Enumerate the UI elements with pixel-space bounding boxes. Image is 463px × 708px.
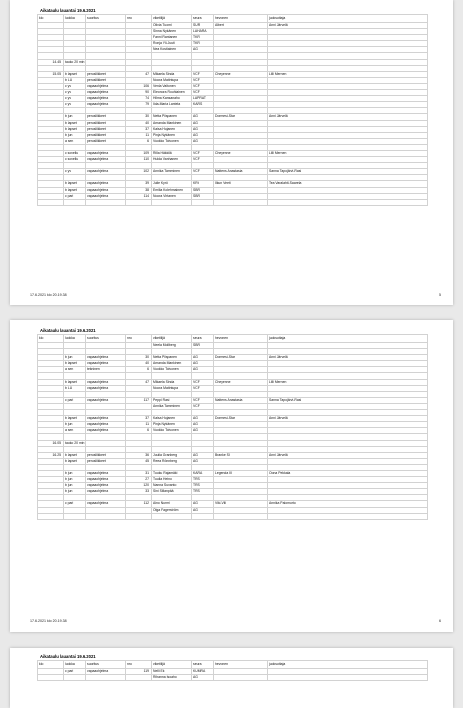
cell-class: b lapset xyxy=(64,458,86,464)
schedule-table xyxy=(37,14,428,206)
cell-class: b lapset xyxy=(64,361,86,367)
cell-vaulter xyxy=(152,513,192,519)
cell-class: b lapset xyxy=(64,379,86,385)
cell-lunger: Oona Pekkala xyxy=(268,470,428,476)
header-row xyxy=(38,661,428,669)
cell-class: b lapset xyxy=(64,181,86,187)
cell-club: AG xyxy=(192,458,214,464)
cell-vaulter: Annika Tamminen xyxy=(152,169,192,175)
cell-vaulter: Noora Matintupa xyxy=(152,385,192,391)
cell-vaulter: Vuokko Toivonen xyxy=(152,138,192,144)
cell-class: c yv xyxy=(64,169,86,175)
cell-class: b lapset xyxy=(64,120,86,126)
cell-club: KRt xyxy=(192,181,214,187)
cell-number xyxy=(126,675,152,681)
header-lunger: juoksuttaja xyxy=(268,15,428,23)
cell-class: b jun xyxy=(64,114,86,120)
header-club: seura xyxy=(192,15,214,23)
header-time: klo xyxy=(38,15,64,23)
cell-club: VCF xyxy=(192,403,214,409)
cell-vaulter: Vuokko Toivonen xyxy=(152,428,192,434)
cell-class: c yv xyxy=(64,102,86,108)
cell-performance: perusliikkeet xyxy=(86,452,126,458)
cell-vaulter: Peppi Rasi xyxy=(152,397,192,403)
header-row xyxy=(38,335,428,343)
cell-vaulter: Sinna Nykänen xyxy=(152,29,192,35)
cell-number: 110 xyxy=(126,157,152,163)
cell-performance: vapaaohjelma xyxy=(86,416,126,422)
cell-club: AG xyxy=(192,138,214,144)
cell-vaulter: Fanni Rantanen xyxy=(152,35,192,41)
cell-club: AG xyxy=(192,675,214,681)
cell-number: 11 xyxy=(126,132,152,138)
cell-performance: vapaaohjelma xyxy=(86,150,126,156)
header-number: nro xyxy=(126,15,152,23)
header-club: seura xyxy=(192,661,214,669)
cell-club: VCF xyxy=(192,169,214,175)
cell-class: b lapset xyxy=(64,452,86,458)
cell-number xyxy=(126,199,152,205)
cell-class: c pari xyxy=(64,669,86,675)
cell-class: b lapset xyxy=(64,71,86,77)
cell-vaulter: Eleonora Rouhiainen xyxy=(152,90,192,96)
cell-club: VCF xyxy=(192,77,214,83)
cell-performance: vapaaohjelma xyxy=(86,379,126,385)
page-title: Aikataulu lauantai 19.6.2021 xyxy=(40,654,96,659)
cell-lunger: Sanna Tapojärvi-Rasi xyxy=(268,169,428,175)
schedule-table xyxy=(37,334,428,520)
cell-class: c pari xyxy=(64,397,86,403)
cell-class: c sovellu xyxy=(64,157,86,163)
cell-performance: perusliikkeet xyxy=(86,77,126,83)
cell-vaulter: Nanna Suvanto xyxy=(152,483,192,489)
cell-club: AG xyxy=(192,416,214,422)
header-number: nro xyxy=(126,661,152,669)
cell-horse: Cheyenne xyxy=(214,379,268,385)
cell-number: 31 xyxy=(126,470,152,476)
cell-class: tauko 20 min xyxy=(65,440,85,445)
cell-number: 27 xyxy=(126,477,152,483)
cell-club: TKR xyxy=(192,35,214,41)
cell-lunger: Anni Järvelä xyxy=(268,452,428,458)
header-performance: suoritus xyxy=(86,15,126,23)
cell-performance xyxy=(86,675,126,681)
cell-time: 16.25 xyxy=(38,452,64,458)
header-horse: hevonen xyxy=(214,335,268,343)
cell-vaulter: Amanda Mankinen xyxy=(152,120,192,126)
cell-number: 117 xyxy=(126,397,152,403)
cell-horse: Dormesi-Star xyxy=(214,114,268,120)
cell-number: 36 xyxy=(126,452,152,458)
cell-horse: Nattens Anastasia xyxy=(214,397,268,403)
page-number: 5 xyxy=(439,293,441,297)
cell-class: c pari xyxy=(64,193,86,199)
cell-number: 120 xyxy=(126,483,152,489)
cell-club xyxy=(192,513,214,519)
cell-vaulter: Kaisa Hujanen xyxy=(152,126,192,132)
cell-lunger: Anni Järvelä xyxy=(268,114,428,120)
cell-number: 114 xyxy=(126,193,152,199)
cell-club: TRS xyxy=(192,489,214,495)
header-performance: suoritus xyxy=(86,335,126,343)
cell-number: 37 xyxy=(126,126,152,132)
cell-club: AG xyxy=(192,47,214,53)
cell-vaulter: Tuuku Rajamäki xyxy=(152,470,192,476)
cell-number: 119 xyxy=(126,669,152,675)
cell-club: TRS xyxy=(192,477,214,483)
schedule-page-7 xyxy=(10,648,453,708)
cell-performance: vapaaohjelma xyxy=(86,90,126,96)
cell-lunger xyxy=(268,513,428,519)
cell-club: VCF xyxy=(192,150,214,156)
schedule-page-5 xyxy=(10,0,453,305)
cell-performance: vapaaohjelma xyxy=(86,669,126,675)
cell-number: 45 xyxy=(126,458,152,464)
cell-class xyxy=(64,199,86,205)
cell-vaulter: Tuulia Heino xyxy=(152,477,192,483)
cell-club: AG xyxy=(192,120,214,126)
cell-performance: vapaaohjelma xyxy=(86,193,126,199)
cell-class: b jun xyxy=(64,477,86,483)
cell-club: KARA xyxy=(192,470,214,476)
cell-time: 14.45 xyxy=(38,59,64,65)
cell-number: 11 xyxy=(126,422,152,428)
cell-class: b jun xyxy=(64,355,86,361)
cell-class: c yv xyxy=(64,83,86,89)
cell-vaulter: Juulia Granberg xyxy=(152,452,192,458)
cell-vaulter: Nea Kostiainen xyxy=(152,47,192,53)
cell-time xyxy=(38,199,64,205)
page-number: 6 xyxy=(439,619,441,623)
cell-performance: vapaaohjelma xyxy=(86,83,126,89)
cell-club xyxy=(192,199,214,205)
cell-vaulter: Neela Mollberg xyxy=(152,343,192,349)
cell-club: TRS xyxy=(192,483,214,489)
cell-class: a sen xyxy=(64,367,86,373)
cell-performance: vapaaohjelma xyxy=(86,96,126,102)
cell-number: 30 xyxy=(126,114,152,120)
header-time: klo xyxy=(38,335,64,343)
cell-vaulter: Noora Matintupa xyxy=(152,77,192,83)
cell-vaulter: Reea Rönnberg xyxy=(152,458,192,464)
cell-time xyxy=(38,513,64,519)
cell-lunger: Sanna Tapojärvi-Rasi xyxy=(268,397,428,403)
cell-horse: Ilkun Veeti xyxy=(214,181,268,187)
cell-vaulter: Nelli Ek xyxy=(152,669,192,675)
cell-club: TKR xyxy=(192,41,214,47)
header-class: luokka xyxy=(64,661,86,669)
cell-performance: perusliikkeet xyxy=(86,458,126,464)
cell-performance: vapaaohjelma xyxy=(86,157,126,163)
cell-performance: vapaaohjelma xyxy=(86,385,126,391)
cell-class: b jun xyxy=(64,483,86,489)
cell-number: 37 xyxy=(126,416,152,422)
header-lunger: juoksuttaja xyxy=(268,335,428,343)
cell-vaulter: Vuokko Toivonen xyxy=(152,367,192,373)
cell-lunger: Anni Järvelä xyxy=(268,355,428,361)
cell-club: AG xyxy=(192,367,214,373)
cell-time: 15.05 xyxy=(38,71,64,77)
cell-vaulter: Noora Virtanen xyxy=(152,193,192,199)
cell-vaulter xyxy=(152,199,192,205)
cell-class: a sen xyxy=(64,428,86,434)
cell-class: b jun xyxy=(64,132,86,138)
cell-club: LAPRAT xyxy=(192,96,214,102)
schedule-table xyxy=(37,660,428,681)
header-lunger: juoksuttaja xyxy=(268,661,428,669)
cell-lunger: Anni Järvelä xyxy=(268,416,428,422)
cell-class: b jun xyxy=(64,422,86,428)
cell-number xyxy=(126,513,152,519)
cell-time xyxy=(38,675,64,681)
cell-horse: Cheyenne xyxy=(214,150,268,156)
cell-class xyxy=(64,675,86,681)
cell-horse xyxy=(214,199,268,205)
cell-club: KUMRA xyxy=(192,669,214,675)
cell-club: VCF xyxy=(192,397,214,403)
cell-club: VCF xyxy=(192,71,214,77)
header-horse: hevonen xyxy=(214,661,268,669)
header-performance: suoritus xyxy=(86,661,126,669)
cell-class: b lapset xyxy=(64,416,86,422)
cell-number: 40 xyxy=(126,120,152,126)
cell-club: AG xyxy=(192,355,214,361)
cell-number: 38 xyxy=(126,187,152,193)
cell-club: KARS xyxy=(192,102,214,108)
cell-performance: vapaaohjelma xyxy=(86,361,126,367)
cell-performance: perusliikkeet xyxy=(86,132,126,138)
cell-lunger: Tea Varalahti-Saarela xyxy=(268,181,428,187)
cell-vaulter: Sini Sillanpää xyxy=(152,489,192,495)
cell-time: 16.05 xyxy=(38,440,64,446)
header-horse: hevonen xyxy=(214,15,268,23)
table-row xyxy=(38,675,428,681)
cell-club: AG xyxy=(192,507,214,513)
cell-vaulter: Iida-Maria Lantela xyxy=(152,102,192,108)
cell-vaulter: Annika Tamminen xyxy=(152,403,192,409)
header-number: nro xyxy=(126,335,152,343)
header-row xyxy=(38,15,428,23)
cell-club: VCF xyxy=(192,90,214,96)
cell-class: a sen xyxy=(64,138,86,144)
header-club: seura xyxy=(192,335,214,343)
cell-number: 47 xyxy=(126,71,152,77)
cell-club: AG xyxy=(192,428,214,434)
cell-performance: vapaaohjelma xyxy=(86,428,126,434)
cell-vaulter: Julie Kyrö xyxy=(152,181,192,187)
cell-class: b lapset xyxy=(64,126,86,132)
cell-performance: perusliikkeet xyxy=(86,114,126,120)
cell-horse: Dormesi-Star xyxy=(214,416,268,422)
cell-horse: Branke SI xyxy=(214,452,268,458)
cell-class xyxy=(64,513,86,519)
cell-club: AG xyxy=(192,501,214,507)
cell-performance: perusliikkeet xyxy=(86,138,126,144)
cell-performance xyxy=(86,199,126,205)
cell-number: 33 xyxy=(126,489,152,495)
cell-club: VCF xyxy=(192,385,214,391)
header-vaulter: viketilijä xyxy=(152,335,192,343)
cell-vaulter: Mikaela Sinda xyxy=(152,71,192,77)
cell-club: SUR xyxy=(192,23,214,29)
cell-class: c pari xyxy=(64,501,86,507)
cell-horse: Albert xyxy=(214,23,268,29)
table-row xyxy=(38,199,428,205)
cell-performance: perusliikkeet xyxy=(86,120,126,126)
cell-vaulter: Aino Nurmi xyxy=(152,501,192,507)
cell-number: 74 xyxy=(126,96,152,102)
cell-vaulter: Emilia Kolehmainen xyxy=(152,187,192,193)
cell-club: LAHARA xyxy=(192,29,214,35)
cell-performance xyxy=(86,513,126,519)
cell-vaulter: Netta Piispanen xyxy=(152,114,192,120)
cell-vaulter: Pinja Nykänen xyxy=(152,132,192,138)
cell-lunger: Anni Järvelä xyxy=(268,23,428,29)
cell-lunger: Lilli Mernen xyxy=(268,150,428,156)
header-time: klo xyxy=(38,661,64,669)
cell-class: c yv xyxy=(64,96,86,102)
cell-horse: Viki-Vili xyxy=(214,501,268,507)
cell-performance: vapaaohjelma xyxy=(86,489,126,495)
cell-performance: vapaaohjelma xyxy=(86,470,126,476)
cell-vaulter: Rilla Häkkilä xyxy=(152,150,192,156)
cell-club: AG xyxy=(192,132,214,138)
cell-vaulter: Pinja Nykänen xyxy=(152,422,192,428)
cell-horse xyxy=(214,513,268,519)
cell-club: SBR xyxy=(192,343,214,349)
cell-vaulter: Hilma Kansanaho xyxy=(152,96,192,102)
header-class: luokka xyxy=(64,15,86,23)
header-class: luokka xyxy=(64,335,86,343)
cell-horse: Cheyenne xyxy=(214,71,268,77)
cell-vaulter: Olivia Tuomi xyxy=(152,23,192,29)
cell-club: SBR xyxy=(192,187,214,193)
cell-horse: Nattens Anastasia xyxy=(214,169,268,175)
cell-lunger: Lilli Mernen xyxy=(268,71,428,77)
cell-lunger: Lilli Mernen xyxy=(268,379,428,385)
cell-performance: vapaaohjelma xyxy=(86,181,126,187)
cell-number: 90 xyxy=(126,90,152,96)
page-title: Aikataulu lauantai 19.6.2021 xyxy=(40,328,96,333)
cell-vaulter: Rihanna Isoaho xyxy=(152,675,192,681)
cell-club: AG xyxy=(192,126,214,132)
table-row xyxy=(38,513,428,519)
cell-performance: tekninen xyxy=(86,367,126,373)
cell-class: tauko 20 min xyxy=(65,59,85,64)
cell-performance: vapaaohjelma xyxy=(86,501,126,507)
cell-class: b lapset xyxy=(64,187,86,193)
cell-performance: vapaaohjelma xyxy=(86,355,126,361)
cell-club: VCF xyxy=(192,157,214,163)
cell-number: 6 xyxy=(126,138,152,144)
cell-class: c sovellu xyxy=(64,150,86,156)
cell-club: AG xyxy=(192,422,214,428)
cell-performance: vapaaohjelma xyxy=(86,483,126,489)
cell-class: b LU xyxy=(64,77,86,83)
cell-class: c yv xyxy=(64,90,86,96)
cell-performance: vapaaohjelma xyxy=(86,422,126,428)
cell-performance: perusliikkeet xyxy=(86,126,126,132)
cell-class: b jun xyxy=(64,489,86,495)
cell-horse xyxy=(214,675,268,681)
header-vaulter: viketilijä xyxy=(152,661,192,669)
print-timestamp: 17.6.2021 klo 20.19.38 xyxy=(30,293,67,297)
cell-club: SBR xyxy=(192,193,214,199)
cell-lunger: Annika Palomurto xyxy=(268,501,428,507)
cell-number: 79 xyxy=(126,102,152,108)
cell-club: AG xyxy=(192,452,214,458)
print-timestamp: 17.6.2021 klo 20.19.38 xyxy=(30,619,67,623)
cell-number: 47 xyxy=(126,379,152,385)
cell-club: AG xyxy=(192,114,214,120)
cell-class: b LU xyxy=(64,385,86,391)
cell-lunger xyxy=(268,675,428,681)
cell-vaulter: Ronja Yli-Juuti xyxy=(152,41,192,47)
cell-club: AG xyxy=(192,361,214,367)
cell-number: 6 xyxy=(126,367,152,373)
cell-performance: vapaaohjelma xyxy=(86,397,126,403)
cell-vaulter: Netta Piispanen xyxy=(152,355,192,361)
cell-number: 109 xyxy=(126,150,152,156)
cell-vaulter: Mikaela Sinda xyxy=(152,379,192,385)
cell-performance: perusliikkeet xyxy=(86,71,126,77)
cell-lunger xyxy=(268,199,428,205)
cell-number: 40 xyxy=(126,361,152,367)
cell-vaulter: Kaisa Hujanen xyxy=(152,416,192,422)
cell-number: 39 xyxy=(126,181,152,187)
cell-performance: vapaaohjelma xyxy=(86,169,126,175)
page-title: Aikataulu lauantai 19.6.2021 xyxy=(40,8,96,13)
cell-number: 112 xyxy=(126,501,152,507)
cell-performance: vapaaohjelma xyxy=(86,102,126,108)
cell-club: VCF xyxy=(192,379,214,385)
cell-vaulter: Venla Valtonen xyxy=(152,83,192,89)
cell-club: VCF xyxy=(192,83,214,89)
cell-number: 106 xyxy=(126,83,152,89)
cell-horse: Legenda III xyxy=(214,470,268,476)
schedule-page-6 xyxy=(10,320,453,632)
cell-number: 6 xyxy=(126,428,152,434)
cell-number: 30 xyxy=(126,355,152,361)
cell-class: b jun xyxy=(64,470,86,476)
cell-performance: vapaaohjelma xyxy=(86,187,126,193)
cell-vaulter: Amanda Mankinen xyxy=(152,361,192,367)
cell-vaulter: Olga Fagerström xyxy=(152,507,192,513)
cell-number: 102 xyxy=(126,169,152,175)
header-vaulter: viketilijä xyxy=(152,15,192,23)
cell-vaulter: Hulda Vanhanen xyxy=(152,157,192,163)
cell-horse: Dormesi-Star xyxy=(214,355,268,361)
cell-performance: vapaaohjelma xyxy=(86,477,126,483)
